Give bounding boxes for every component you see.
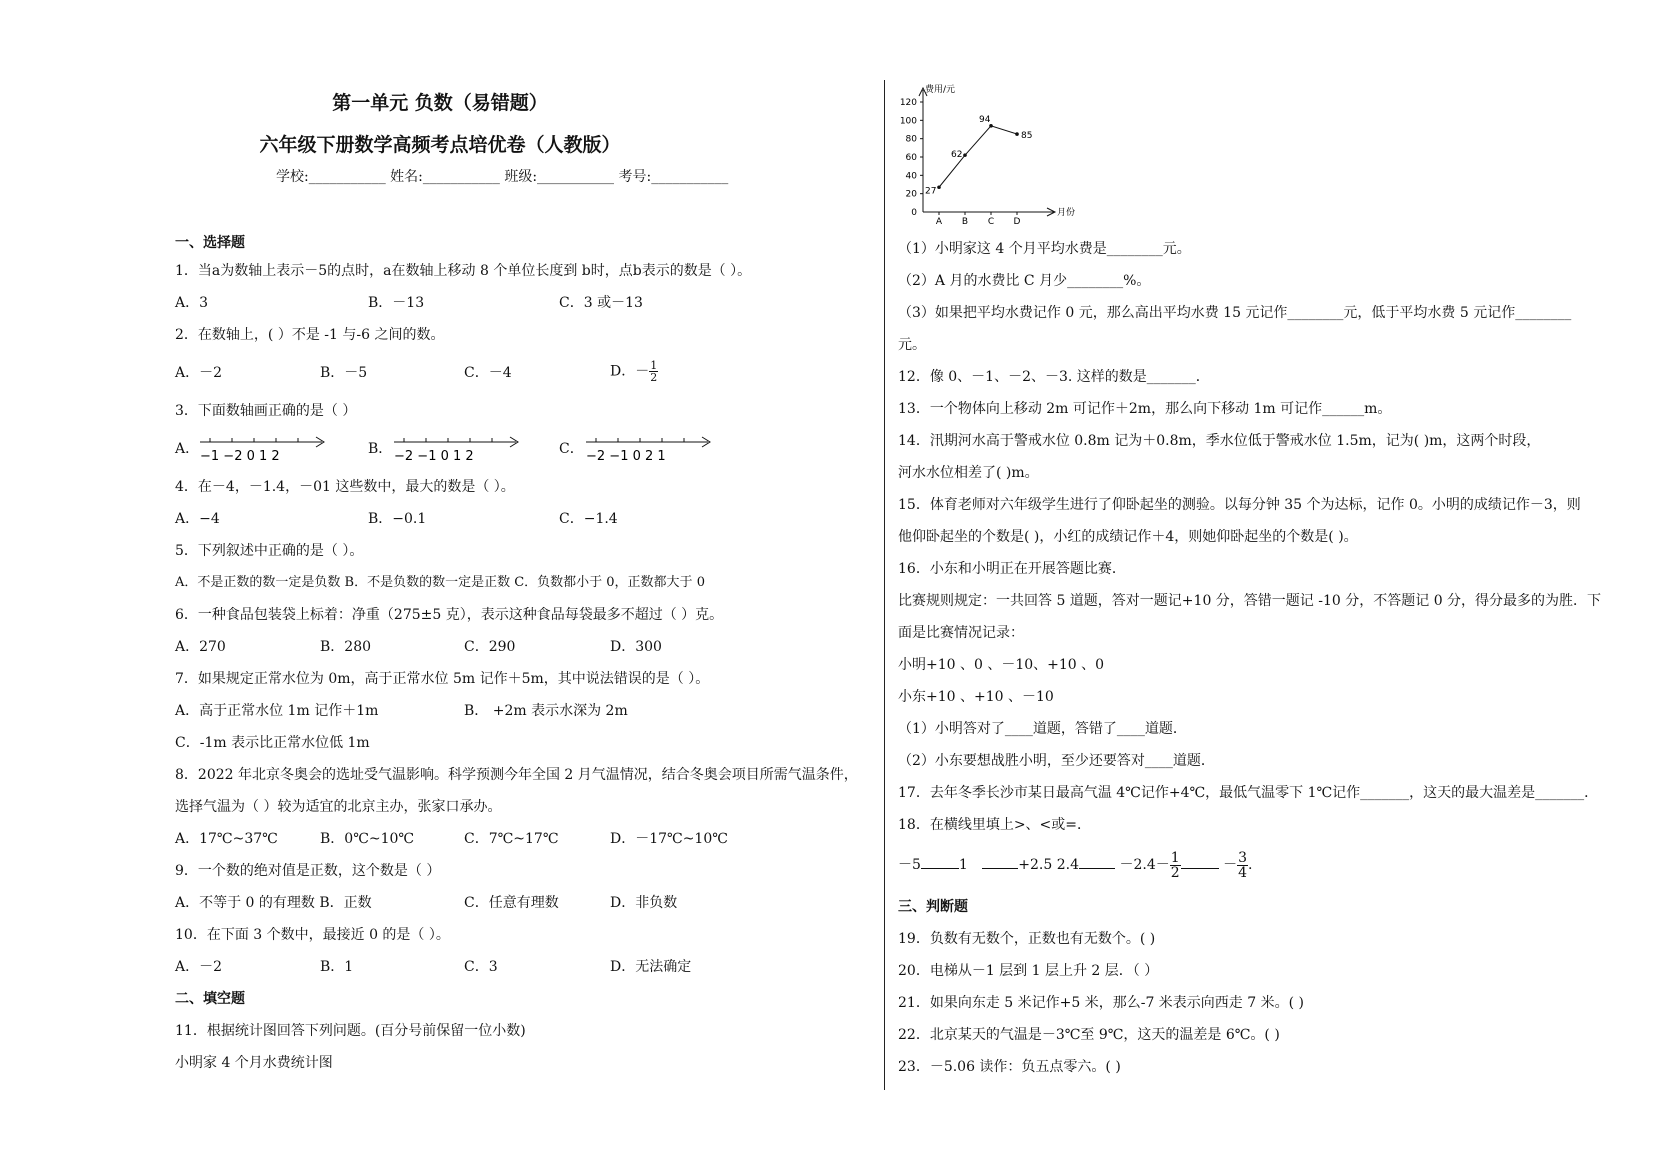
question-8-line2: 选择气温为（ ）较为适宜的北京主办，张家口承办。 — [175, 799, 502, 815]
question-11: 11．根据统计图回答下列问题。(百分号前保留一位小数) — [175, 1023, 526, 1039]
fraction-one-half — [1170, 851, 1181, 880]
fraction-three-quarters — [1237, 851, 1248, 880]
section-choice: 一、选择题 — [175, 235, 245, 251]
y-tick-label: 80 — [905, 134, 917, 145]
q2-option-d — [610, 360, 658, 383]
column-divider — [884, 80, 885, 1090]
q5-options: A．不是正数的数一定是负数 B．不是负数的数一定是正数 C．负数都小于 0，正数都大于 0 — [175, 575, 705, 590]
question-3: 3．下面数轴画正确的是（ ） — [175, 403, 357, 419]
title-unit: 第一单元 负数（易错题） — [332, 92, 548, 114]
q18-item2: +2.5 2.4 — [1018, 857, 1080, 873]
fraction-denominator: 4 — [1238, 864, 1248, 881]
q16-xiaoming-record: 小明+10 、0 、－10、+10 、0 — [898, 657, 1105, 673]
q6-option-a: A．270 — [175, 639, 226, 655]
q7-option-b: B． +2m 表示水深为 2m — [464, 703, 628, 719]
question-13: 13．一个物体向上移动 2m 可记作＋2m，那么向下移动 1m 可记作______m。 — [898, 401, 1392, 417]
q18-item1-left: －5 — [898, 857, 921, 873]
question-14-line1: 14．汛期河水高于警戒水位 0.8m 记为＋0.8m，季水位低于警戒水位 1.5m，记为( )m，这两个时段， — [898, 433, 1541, 449]
q8-option-a: A．17℃~37℃ — [175, 831, 278, 847]
chart-x-axis-label: 月份 — [1057, 208, 1076, 218]
q16-part-1: （1）小明答对了____道题，答错了____道题． — [898, 721, 1187, 737]
fraction-denominator: 2 — [1170, 864, 1180, 881]
q8-option-d: D．－17℃~10℃ — [610, 831, 728, 847]
question-7: 7．如果规定正常水位为 0m，高于正常水位 5m 记作＋5m，其中说法错误的是（ ）。 — [175, 671, 710, 687]
q11-chart-caption: 小明家 4 个月水费统计图 — [175, 1055, 333, 1071]
q3-number-line-c — [584, 430, 719, 466]
q11-part-2: （2）A 月的水费比 C 月少________%。 — [898, 273, 1151, 289]
q2-option-a: A．－2 — [175, 365, 223, 381]
section-judgement: 三、判断题 — [898, 899, 968, 915]
data-point — [937, 185, 941, 189]
question-6: 6．一种食品包装袋上标着：净重（275±5 克），表示这种食品每袋最多不超过（ ）克。 — [175, 607, 724, 623]
q4-option-c: C．−1.4 — [559, 511, 618, 527]
fraction-denominator: 2 — [650, 371, 658, 384]
q10-option-c: C．3 — [464, 959, 498, 975]
q18-item3-minus: － — [1223, 857, 1238, 873]
q3-number-line-a — [198, 430, 333, 466]
q6-option-c: C．290 — [464, 639, 516, 655]
q3b-tick-labels: −2 −1 0 1 2 — [394, 449, 474, 464]
title-paper: 六年级下册数学高频考点培优卷（人教版） — [259, 134, 621, 156]
q6-option-d: D．300 — [610, 639, 662, 655]
q2-option-d-label: D．－ — [610, 363, 650, 380]
data-label: 27 — [925, 186, 937, 197]
q16-part-2: （2）小东要想战胜小明，至少还要答对____道题． — [898, 753, 1215, 769]
q10-option-a: A．－2 — [175, 959, 223, 975]
q9-option-d: D．非负数 — [610, 895, 678, 911]
q3-option-b: B． — [368, 441, 393, 457]
q11-part-3-line1: （3）如果把平均水费记作 0 元，那么高出平均水费 15 元记作________元，低于平均水费 5 元记作________ — [898, 305, 1572, 321]
data-label: 85 — [1021, 131, 1033, 142]
q16-rules-line1: 比赛规则规定：一共回答 5 道题，答对一题记+10 分，答错一题记 -10 分，不答题记 0 分，得分最多的为胜．下 — [898, 593, 1602, 609]
question-15-line1: 15．体育老师对六年级学生进行了仰卧起坐的测验。以每分钟 35 个为达标，记作 0。小明的成绩记作－3，则 — [898, 497, 1581, 513]
question-16: 16．小东和小明正在开展答题比赛． — [898, 561, 1126, 577]
question-18: 18．在横线里填上>、<或=． — [898, 817, 1092, 833]
q9-option-c: C．任意有理数 — [464, 895, 559, 911]
q6-option-b: B．280 — [320, 639, 372, 655]
q18-comparisons — [898, 848, 1252, 882]
question-8-line1: 8．2022 年北京冬奥会的选址受气温影响。科学预测今年全国 2 月气温情况，结合冬奥会项目所需气温条件， — [175, 767, 858, 783]
data-point — [963, 153, 967, 157]
chart-y-axis-label: 费用/元 — [925, 85, 956, 95]
question-5: 5．下列叙述中正确的是（ ）。 — [175, 543, 364, 559]
question-10: 10．在下面 3 个数中，最接近 0 的是（ ）。 — [175, 927, 450, 943]
y-tick-label: 0 — [911, 208, 917, 218]
q11-part-3-line2: 元。 — [898, 337, 926, 353]
question-22: 22．北京某天的气温是－3℃至 9℃，这天的温差是 6℃。( ) — [898, 1027, 1280, 1043]
y-tick-label: 60 — [905, 153, 917, 163]
q16-xiaodong-record: 小东+10 、+10 、－10 — [898, 689, 1054, 705]
section-fill-blank: 二、填空题 — [175, 991, 245, 1007]
water-fee-line-chart — [895, 80, 1085, 230]
question-20: 20．电梯从－1 层到 1 层上升 2 层．（ ） — [898, 963, 1159, 979]
q11-part-1: （1）小明家这 4 个月平均水费是________元。 — [898, 241, 1191, 257]
q3-option-a: A． — [175, 441, 200, 457]
q3c-tick-labels: −2 −1 0 2 1 — [586, 449, 666, 464]
q10-option-d: D．无法确定 — [610, 959, 692, 975]
question-2: 2．在数轴上，( ）不是 -1 与-6 之间的数。 — [175, 327, 445, 343]
q9-option-ab: A．不等于 0 的有理数 B．正数 — [175, 895, 372, 911]
y-tick-label: 120 — [899, 98, 917, 108]
q8-option-c: C．7℃~17℃ — [464, 831, 559, 847]
q2-option-b: B．－5 — [320, 365, 368, 381]
x-tick-label: C — [987, 217, 995, 227]
data-label: 94 — [979, 114, 991, 125]
q7-option-c: C．-1m 表示比正常水位低 1m — [175, 735, 370, 751]
question-12: 12．像 0、－1、－2、－3. 这样的数是_______． — [898, 369, 1210, 385]
q18-blank — [1181, 854, 1219, 869]
x-tick-label: A — [935, 217, 943, 227]
q3-number-line-b — [392, 430, 527, 466]
question-14-line2: 河水水位相差了( )m。 — [898, 465, 1039, 481]
q18-item3-left: －2.4－ — [1119, 857, 1170, 873]
x-tick-label: D — [1013, 217, 1021, 227]
question-4: 4．在－4，－1.4，－01 这些数中，最大的数是（ ）。 — [175, 479, 515, 495]
q8-option-b: B．0℃~10℃ — [320, 831, 415, 847]
data-label: 62 — [951, 150, 963, 161]
question-19: 19．负数有无数个，正数也有无数个。( ) — [898, 931, 1156, 947]
q1-option-c: C．3 或－13 — [559, 295, 643, 311]
fraction-numerator: 3 — [1238, 849, 1248, 866]
y-tick-label: 100 — [899, 116, 917, 127]
q16-rules-line2: 面是比赛情况记录： — [898, 625, 1024, 641]
q18-blank — [1079, 854, 1115, 869]
y-tick-label: 20 — [905, 189, 917, 200]
q4-option-a: A．−4 — [175, 511, 220, 527]
q1-option-a: A．3 — [175, 295, 209, 311]
question-15-line2: 他仰卧起坐的个数是( )，小红的成绩记作＋4，则她仰卧起坐的个数是( )。 — [898, 529, 1358, 545]
q18-period: . — [1248, 857, 1253, 873]
x-tick-label: B — [961, 217, 969, 227]
question-23: 23．－5.06 读作：负五点零六。( ) — [898, 1059, 1121, 1075]
fraction-numerator: 1 — [650, 359, 658, 372]
question-1: 1．当a为数轴上表示－5的点时，a在数轴上移动 8 个单位长度到 b时，点b表示的数是（ ）。 — [175, 263, 752, 279]
student-info-line: 学校:___________ 姓名:___________ 班级:___________ 考号:___________ — [276, 169, 729, 185]
question-9: 9．一个数的绝对值是正数，这个数是（ ） — [175, 863, 441, 879]
q1-option-b: B．－13 — [368, 295, 425, 311]
q18-blank — [921, 854, 959, 869]
question-17: 17．去年冬季长沙市某日最高气温 4℃记作+4℃，最低气温零下 1℃记作_______，这天的最大温差是_______． — [898, 785, 1599, 801]
y-tick-label: 40 — [905, 171, 917, 182]
data-point — [1015, 132, 1019, 136]
fraction-half — [649, 360, 658, 383]
q10-option-b: B．1 — [320, 959, 354, 975]
q7-option-a: A．高于正常水位 1m 记作＋1m — [175, 703, 379, 719]
q4-option-b: B．−0.1 — [368, 511, 427, 527]
q2-option-c: C．－4 — [464, 365, 512, 381]
q3a-tick-labels: −1 −2 0 1 2 — [200, 449, 280, 464]
question-21: 21．如果向东走 5 米记作+5 米，那么-7 米表示向西走 7 米。( ) — [898, 995, 1304, 1011]
q3-option-c: C． — [559, 441, 584, 457]
fraction-numerator: 1 — [1170, 849, 1180, 866]
q18-item1-right: 1 — [958, 857, 968, 873]
q18-blank — [982, 854, 1018, 869]
